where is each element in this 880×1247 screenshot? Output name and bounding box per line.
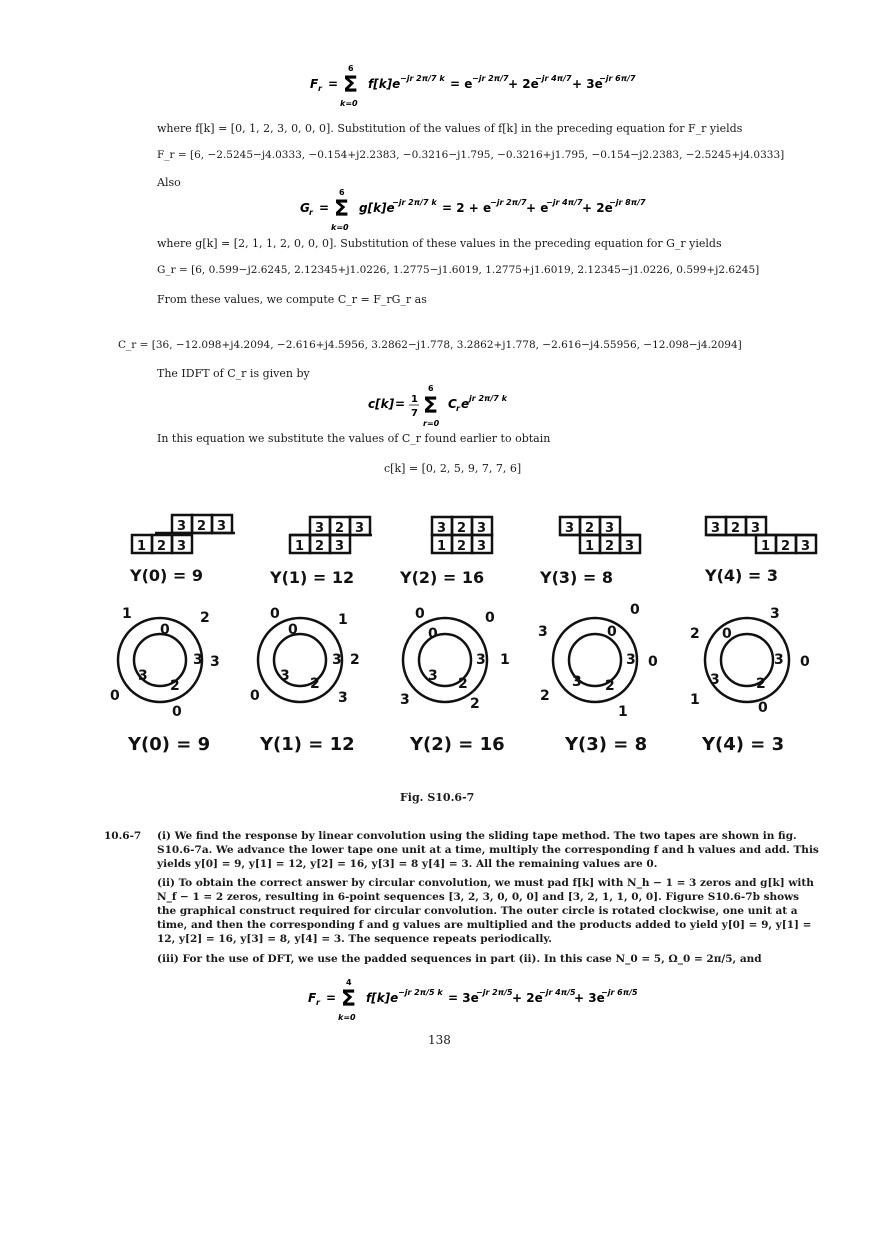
svg-text:r: r (456, 404, 460, 413)
tape-cell: 2 (335, 521, 345, 536)
svg-text:−jr 4π/7: −jr 4π/7 (546, 198, 583, 207)
svg-text:−jr 2π/5 k: −jr 2π/5 k (398, 988, 443, 997)
svg-text:−jr 2π/7: −jr 2π/7 (490, 198, 527, 207)
svg-text:k=0: k=0 (331, 223, 349, 232)
svg-text:e: e (461, 397, 470, 411)
tape-cell: 3 (335, 539, 345, 554)
tape-cell: 2 (315, 539, 325, 554)
tape-cell: 2 (457, 539, 467, 554)
circle-figure (110, 600, 830, 760)
svg-text:Σ: Σ (343, 73, 359, 98)
tape-cell: 3 (605, 521, 615, 536)
tape-cell: 3 (565, 521, 575, 536)
svg-text:3: 3 (774, 652, 784, 668)
svg-text:−jr 2π/5: −jr 2π/5 (476, 988, 513, 997)
svg-text:2: 2 (540, 688, 550, 704)
svg-text:1: 1 (122, 606, 132, 622)
tape-cell: 3 (177, 539, 187, 554)
svg-text:−jr 8π/7: −jr 8π/7 (609, 198, 646, 207)
svg-text:3: 3 (710, 672, 720, 688)
svg-text:0: 0 (270, 606, 280, 622)
paragraph-iii: (iii) For the use of DFT, we use the padded sequences in part (ii). In this case N_0 = 5, Ω_0 = 2π/5, and (157, 953, 762, 965)
svg-text:k=0: k=0 (340, 99, 358, 108)
tape-figure (110, 505, 830, 595)
tape-cell: 1 (761, 539, 771, 554)
svg-text:2: 2 (605, 678, 615, 694)
tape-cell: 3 (315, 521, 325, 536)
svg-text:1: 1 (500, 652, 510, 668)
svg-text:3: 3 (428, 668, 438, 684)
circle-label: Y(3) = 8 (565, 734, 648, 755)
svg-text:0: 0 (722, 626, 732, 642)
svg-text:G: G (300, 201, 310, 215)
svg-text:4: 4 (346, 978, 352, 987)
idft-text: The IDFT of C_r is given by (157, 367, 310, 380)
svg-text:1: 1 (338, 612, 348, 628)
tape-cell: 3 (751, 521, 761, 536)
svg-text:3: 3 (538, 624, 548, 640)
circle-label: Y(1) = 12 (260, 734, 355, 755)
svg-text:r=0: r=0 (423, 419, 440, 428)
svg-text:=: = (326, 991, 337, 1005)
svg-text:= e: = e (450, 77, 473, 91)
ck-result: c[k] = [0, 2, 5, 9, 7, 7, 6] (384, 462, 522, 475)
svg-text:−jr 2π/7 k: −jr 2π/7 k (400, 74, 445, 83)
svg-text:k=0: k=0 (338, 1013, 356, 1022)
svg-text:+ 3e: + 3e (574, 991, 605, 1005)
also-text: Also (157, 176, 181, 189)
equation-fr5 (308, 972, 638, 1024)
problem-number: 10.6-7 (104, 830, 142, 842)
tape-cell: 2 (457, 521, 467, 536)
tape-cell: 2 (585, 521, 595, 536)
tape-cell: 2 (605, 539, 615, 554)
svg-text:c[k]: c[k] (368, 397, 395, 411)
gr-values: G_r = [6, 0.599−j2.6245, 2.12345+j1.0226, 1.2775−j1.6019, 1.2775+j1.6019, 2.12345−j1.0226, 0.599+j2.6245] (157, 264, 760, 276)
svg-text:0: 0 (485, 610, 495, 626)
svg-text:2: 2 (690, 626, 700, 642)
svg-text:1: 1 (618, 704, 628, 720)
svg-text:2: 2 (310, 676, 320, 692)
svg-text:f[k]e: f[k]e (366, 991, 399, 1005)
tape-cell: 3 (437, 521, 447, 536)
svg-text:Σ: Σ (423, 394, 439, 419)
svg-text:= 2 + e: = 2 + e (442, 201, 492, 215)
svg-text:1: 1 (690, 692, 700, 708)
svg-text:−jr 4π/5: −jr 4π/5 (539, 988, 576, 997)
svg-text:6: 6 (428, 384, 434, 393)
svg-text:0: 0 (607, 624, 617, 640)
figure-caption: Fig. S10.6-7 (400, 791, 475, 804)
tape-cell: 3 (355, 521, 365, 536)
svg-text:2: 2 (470, 696, 480, 712)
tape-label: Y(2) = 16 (400, 568, 485, 587)
svg-text:= 3e: = 3e (448, 991, 479, 1005)
svg-text:3: 3 (626, 652, 636, 668)
svg-text:3: 3 (476, 652, 486, 668)
svg-text:+ 3e: + 3e (572, 77, 603, 91)
svg-text:−jr 2π/7 k: −jr 2π/7 k (392, 198, 437, 207)
svg-text:+ 2e: + 2e (512, 991, 543, 1005)
paragraph-ii: (ii) To obtain the correct answer by circular convolution, we must pad f[k] with N_h − 1 = 3 zeros and g[k] with N_f − 1 = 2 zeros, resulting in 6-point sequences [3, 2, 3, 0, 0, 0] and [3, 2, 1, 1, 0, 0]. Figure S10.6-7b shows the graphical construct required for circular convolution. The outer circle is rotated clockwise, one unit at a time, and then the corresponding f and g values are multiplied and the products added to yield y[0] = 9, y[1] = 12, y[2] = 16, y[3] = 8, y[4] = 3. The sequence repeats periodically. (157, 877, 814, 945)
outer-circle (403, 618, 487, 702)
svg-text:6: 6 (348, 64, 354, 73)
svg-text:−jr 6π/7: −jr 6π/7 (599, 74, 636, 83)
svg-text:0: 0 (110, 688, 120, 704)
svg-text:3: 3 (210, 654, 220, 670)
svg-text:0: 0 (415, 606, 425, 622)
tape-label: Y(1) = 12 (270, 568, 355, 587)
tape-cell: 2 (731, 521, 741, 536)
from-these-text: From these values, we compute C_r = F_rG_r as (157, 293, 427, 306)
svg-text:g[k]e: g[k]e (359, 201, 395, 215)
tape-cell: 1 (437, 539, 447, 554)
svg-text:3: 3 (280, 668, 290, 684)
tape-label: Y(3) = 8 (540, 568, 614, 587)
where-g-text: where g[k] = [2, 1, 1, 2, 0, 0, 0]. Substitution of these values in the preceding equation for G_r yields (157, 237, 722, 250)
where-f-text: where f[k] = [0, 1, 2, 3, 0, 0, 0]. Substitution of the values of f[k] in the preceding equation for F_r yields (157, 122, 743, 135)
circle-label: Y(2) = 16 (410, 734, 505, 755)
tape-cell: 3 (477, 539, 487, 554)
svg-text:r: r (316, 998, 320, 1007)
fr-values: F_r = [6, −2.5245−j4.0333, −0.154+j2.2383, −0.3216−j1.795, −0.3216+j1.795, −0.154−j2.2383, −2.5245+j4.0333] (157, 149, 785, 161)
equation-fr5-svg (308, 972, 638, 1024)
tape-cell: 2 (781, 539, 791, 554)
svg-text:Σ: Σ (334, 197, 350, 222)
svg-text:−jr 2π/7: −jr 2π/7 (472, 74, 509, 83)
tape-label: Y(4) = 3 (705, 566, 779, 585)
tape-label: Y(0) = 9 (130, 566, 204, 585)
tape-cell: 2 (197, 519, 207, 534)
svg-text:0: 0 (428, 626, 438, 642)
tape-cell: 3 (625, 539, 635, 554)
svg-text:0: 0 (160, 622, 170, 638)
svg-text:0: 0 (630, 602, 640, 618)
tape-cell: 2 (157, 539, 167, 554)
svg-text:+ 2e: + 2e (582, 201, 613, 215)
svg-text:1: 1 (411, 394, 418, 405)
tape-cell: 3 (477, 521, 487, 536)
equation-ck (368, 380, 538, 430)
outer-circle (553, 618, 637, 702)
svg-text:2: 2 (458, 676, 468, 692)
svg-text:0: 0 (172, 704, 182, 720)
svg-text:2: 2 (756, 676, 766, 692)
cr-values: C_r = [36, −12.098+j4.2094, −2.616+j4.5956, 3.2862−j1.778, 3.2862+j1.778, −2.616−j4.55956, −12.098−j4.2094] (118, 339, 742, 351)
svg-text:jr 2π/7 k: jr 2π/7 k (469, 394, 507, 403)
svg-text:3: 3 (338, 690, 348, 706)
svg-text:=: = (395, 397, 406, 411)
svg-text:3: 3 (770, 606, 780, 622)
page-number: 138 (428, 1033, 451, 1047)
svg-text:0: 0 (288, 622, 298, 638)
in-this-text: In this equation we substitute the values of C_r found earlier to obtain (157, 432, 551, 445)
equation-gr (300, 182, 646, 234)
tape-cell: 1 (137, 539, 147, 554)
svg-text:=: = (328, 77, 339, 91)
svg-text:=: = (319, 201, 330, 215)
svg-text:+ 2e: + 2e (508, 77, 539, 91)
svg-text:0: 0 (758, 700, 768, 716)
equation-fr-svg (310, 58, 636, 110)
svg-text:r: r (309, 208, 313, 217)
svg-text:0: 0 (250, 688, 260, 704)
svg-text:F: F (308, 991, 317, 1005)
tape-cell: 1 (585, 539, 595, 554)
outer-circle (258, 618, 342, 702)
tape-cell: 3 (217, 519, 227, 534)
circle-label: Y(0) = 9 (128, 734, 211, 755)
svg-text:2: 2 (170, 678, 180, 694)
equation-fr (310, 58, 636, 110)
svg-text:3: 3 (138, 668, 148, 684)
svg-text:6: 6 (339, 188, 345, 197)
svg-text:3: 3 (193, 652, 203, 668)
svg-text:2: 2 (200, 610, 210, 626)
tape-cell: 3 (711, 521, 721, 536)
tape-cell: 1 (295, 539, 305, 554)
circle-label: Y(4) = 3 (702, 734, 785, 755)
svg-text:−jr 4π/7: −jr 4π/7 (535, 74, 572, 83)
svg-text:Σ: Σ (341, 987, 357, 1012)
svg-text:F: F (310, 77, 319, 91)
svg-text:+ e: + e (526, 201, 549, 215)
tape-cell: 3 (801, 539, 811, 554)
svg-text:−jr 6π/5: −jr 6π/5 (601, 988, 638, 997)
svg-text:C: C (448, 397, 457, 411)
paragraph-i: (i) We find the response by linear convolution using the sliding tape method. The two tapes are shown in fig. S10.6-7a. We advance the lower tape one unit at a time, multiply the corresponding f and h values and add. This yields y[0] = 9, y[1] = 12, y[2] = 16, y[3] = 8 y[4] = 3. All the remaining values are 0. (157, 830, 819, 870)
svg-text:0: 0 (800, 654, 810, 670)
svg-text:3: 3 (400, 692, 410, 708)
svg-text:r: r (318, 84, 322, 93)
svg-text:3: 3 (572, 674, 582, 690)
svg-text:2: 2 (350, 652, 360, 668)
equation-ck-svg (368, 380, 538, 430)
svg-text:0: 0 (648, 654, 658, 670)
svg-text:3: 3 (332, 652, 342, 668)
equation-gr-svg (300, 182, 646, 234)
svg-text:7: 7 (411, 408, 418, 419)
svg-text:f[k]e: f[k]e (368, 77, 401, 91)
tape-cell: 3 (177, 519, 187, 534)
